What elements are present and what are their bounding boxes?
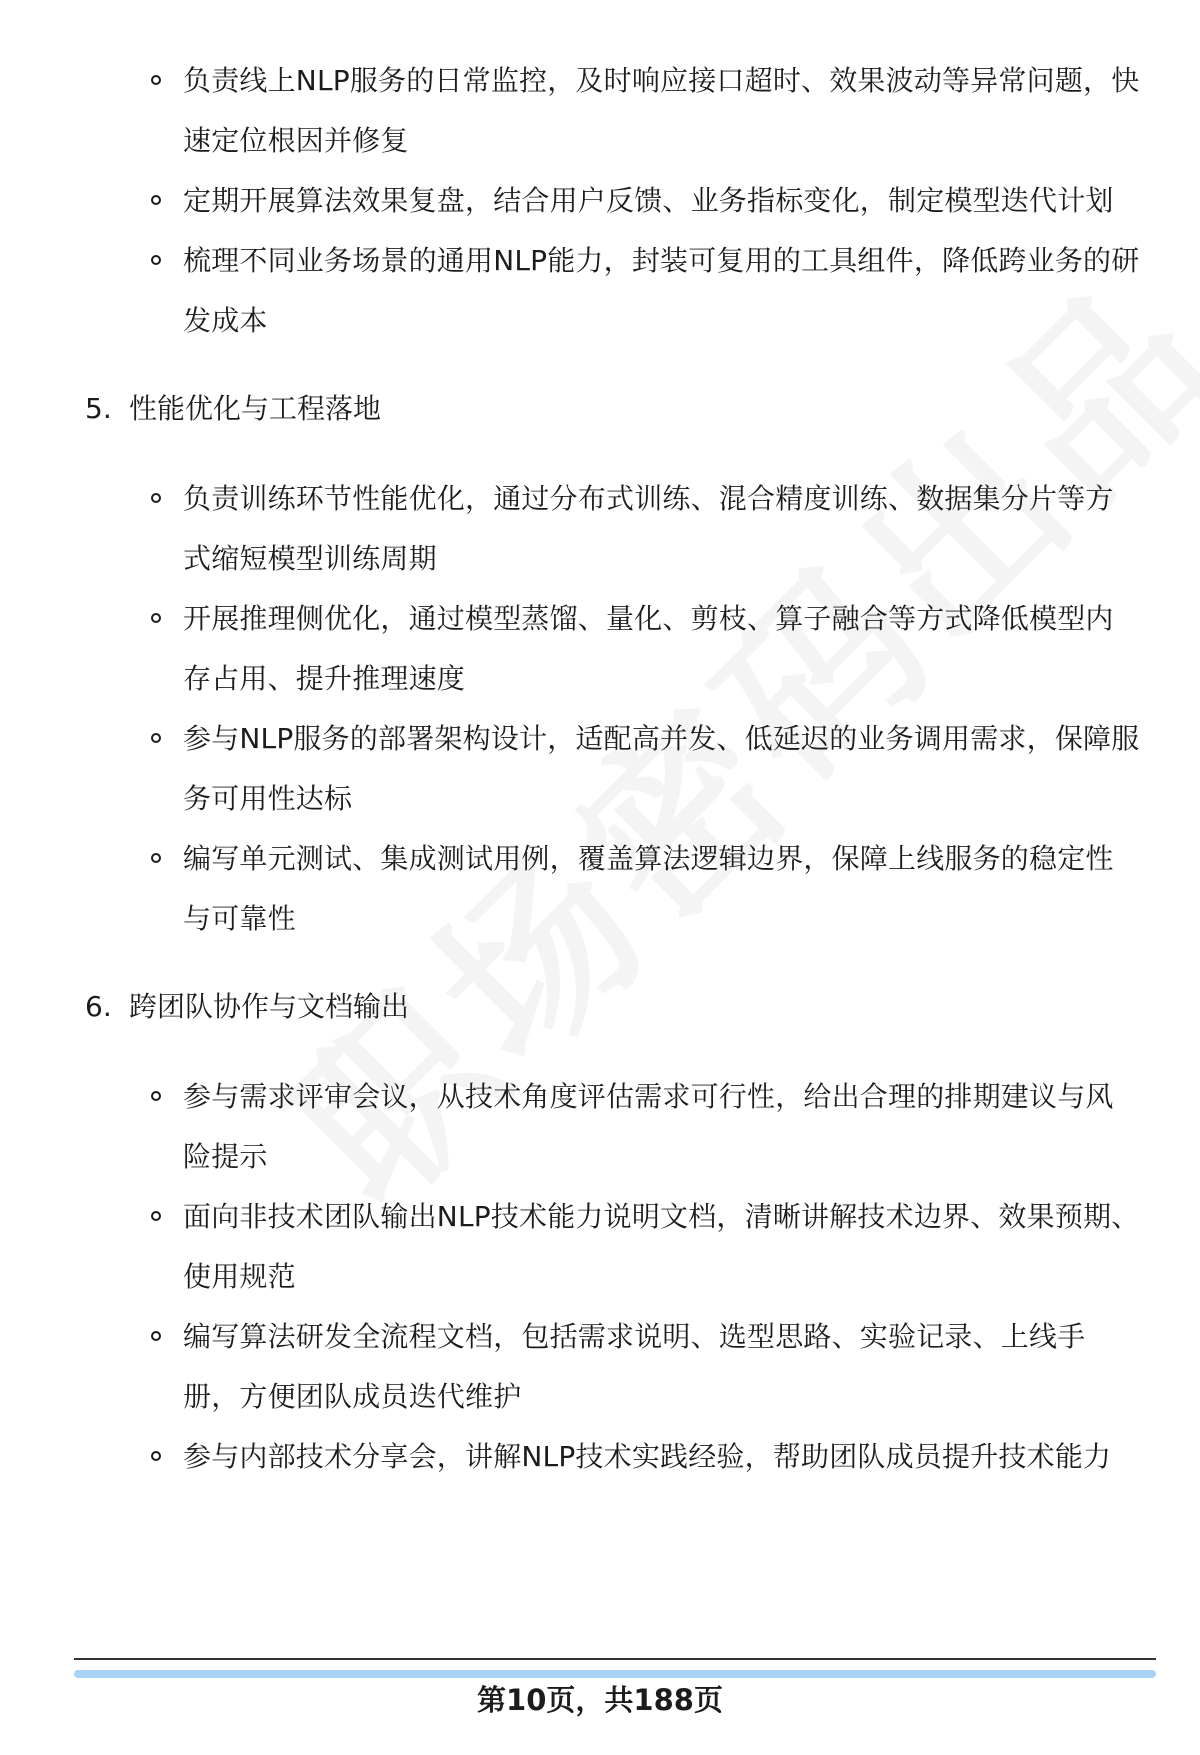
section-cross-team-collaboration — [0, 977, 1200, 1487]
section-title: 性能优化与工程落地 — [129, 392, 382, 425]
footer-accent-bar — [74, 1670, 1156, 1678]
list-item-text: 负责训练环节性能优化，通过分布式训练、混合精度训练、数据集分片等方式缩短模型训练周期 — [183, 482, 1114, 575]
list-item — [0, 1427, 1200, 1487]
section-heading — [0, 379, 1200, 439]
list-item-text: 梳理不同业务场景的通用NLP能力，封装可复用的工具组件，降低跨业务的研发成本 — [183, 244, 1140, 337]
list-item-text: 定期开展算法效果复盘，结合用户反馈、业务指标变化，制定模型迭代计划 — [183, 184, 1114, 217]
list-item-text: 编写单元测试、集成测试用例，覆盖算法逻辑边界，保障上线服务的稳定性与可靠性 — [183, 842, 1114, 935]
footer-divider — [74, 1658, 1156, 1660]
section-number: 6. — [85, 990, 112, 1023]
hollow-circle-bullet-icon — [151, 493, 161, 503]
page-number-label: 第10页，共188页 — [477, 1683, 723, 1717]
list-item-text: 负责线上NLP服务的日常监控，及时响应接口超时、效果波动等异常问题，快速定位根因并修复 — [183, 64, 1140, 157]
list-item-text: 面向非技术团队输出NLP技术能力说明文档，清晰讲解技术边界、效果预期、使用规范 — [183, 1200, 1140, 1293]
list-item — [0, 51, 1200, 171]
list-item — [0, 231, 1200, 351]
section-bullet-list — [0, 1067, 1200, 1487]
hollow-circle-bullet-icon — [151, 75, 161, 85]
list-item-text: 参与需求评审会议，从技术角度评估需求可行性，给出合理的排期建议与风险提示 — [183, 1080, 1114, 1173]
hollow-circle-bullet-icon — [151, 1331, 161, 1341]
list-item-text: 参与内部技术分享会，讲解NLP技术实践经验，帮助团队成员提升技术能力 — [183, 1440, 1112, 1473]
list-item-text: 参与NLP服务的部署架构设计，适配高并发、低延迟的业务调用需求，保障服务可用性达标 — [183, 722, 1140, 815]
list-item-text: 开展推理侧优化，通过模型蒸馏、量化、剪枝、算子融合等方式降低模型内存占用、提升推理速度 — [183, 602, 1114, 695]
section-number: 5. — [85, 392, 112, 425]
section-bullet-list — [0, 469, 1200, 949]
list-item — [0, 709, 1200, 829]
list-item — [0, 1067, 1200, 1187]
list-item-text: 编写算法研发全流程文档，包括需求说明、选型思路、实验记录、上线手册，方便团队成员迭代维护 — [183, 1320, 1086, 1413]
hollow-circle-bullet-icon — [151, 733, 161, 743]
hollow-circle-bullet-icon — [151, 613, 161, 623]
list-item — [0, 1187, 1200, 1307]
hollow-circle-bullet-icon — [151, 1451, 161, 1461]
list-item — [0, 1307, 1200, 1427]
list-item — [0, 171, 1200, 231]
hollow-circle-bullet-icon — [151, 195, 161, 205]
hollow-circle-bullet-icon — [151, 255, 161, 265]
list-item — [0, 829, 1200, 949]
section-title: 跨团队协作与文档输出 — [129, 990, 410, 1023]
hollow-circle-bullet-icon — [151, 1091, 161, 1101]
section-performance-optimization — [0, 379, 1200, 949]
intro-bullet-list — [0, 51, 1200, 351]
hollow-circle-bullet-icon — [151, 1211, 161, 1221]
list-item — [0, 469, 1200, 589]
list-item — [0, 589, 1200, 709]
section-heading — [0, 977, 1200, 1037]
hollow-circle-bullet-icon — [151, 853, 161, 863]
